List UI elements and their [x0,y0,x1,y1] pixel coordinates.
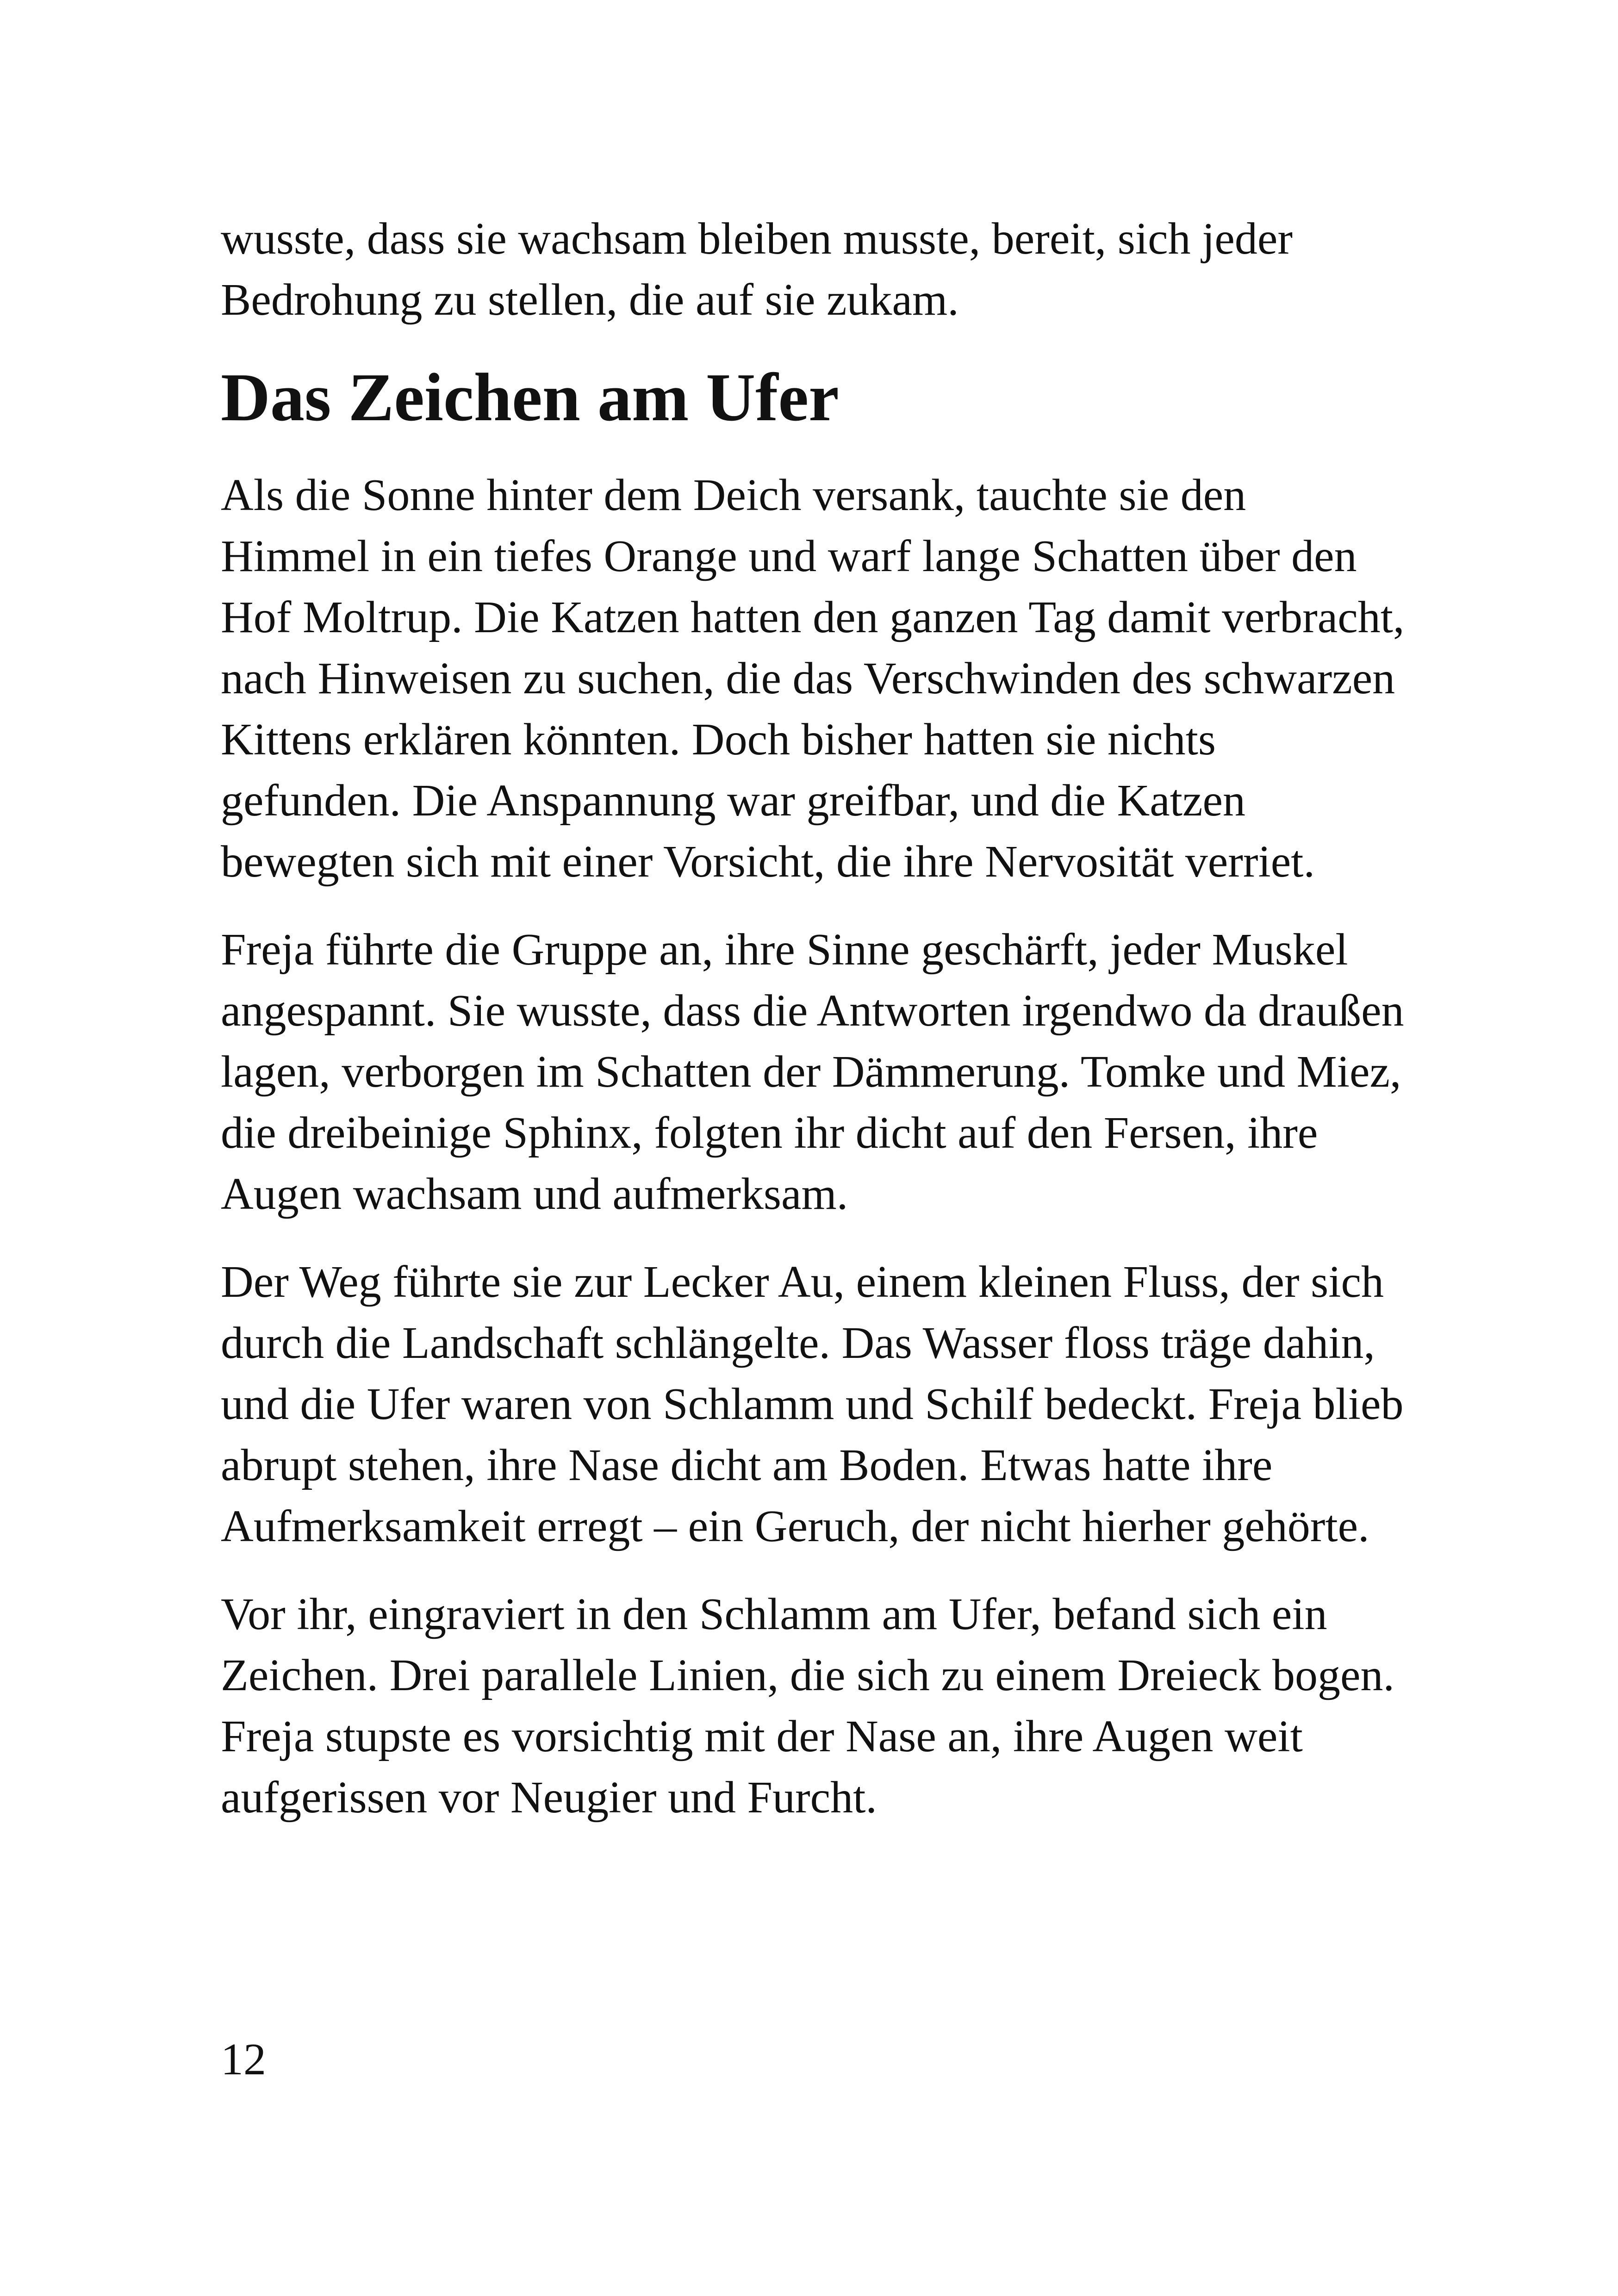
paragraph-4: Vor ihr, eingraviert in den Schlamm am Ufer, befand sich ein Zeichen. Drei parallele Linien, die sich zu einem Dreieck bogen. Freja stupste es vorsichtig mit der Nase an, ihre Augen weit aufgerissen vor Neugier und Furcht. [221,1589,1394,1823]
paragraph-3: Der Weg führte sie zur Lecker Au, einem kleinen Fluss, der sich durch die Landschaft schlängelte. Das Wasser floss träge dahin, und die Ufer waren von Schlamm und Schilf bedeckt. Freja blieb abrupt stehen, ihre Nase dicht am Boden. Etwas hatte ihre Aufmerksamkeit erregt – ein Geruch, der nicht hierher gehörte. [221,1257,1404,1551]
section-heading: Das Zeichen am Ufer [221,360,839,436]
section-text [221,465,1406,1828]
continuation-paragraph: wusste, dass sie wachsam bleiben musste, bereit, sich jeder Bedrohung zu stellen, die auf sie zukam. [221,214,1293,325]
paragraph-1: Als die Sonne hinter dem Deich versank, tauchte sie den Himmel in ein tiefes Orange und warf lange Schatten über den Hof Moltrup. Die Katzen hatten den ganzen Tag damit verbracht, nach Hinweisen zu suchen, die das Verschwinden des schwarzen Kittens erklären könnten. Doch bisher hatten sie nichts gefunden. Die Anspannung war greifbar, und die Katzen bewegten sich mit einer Vorsicht, die ihre Nervosität verriet. [221,470,1405,887]
page-body [221,208,1406,1828]
page-number: 12 [221,2035,266,2084]
paragraph-2: Freja führte die Gruppe an, ihre Sinne geschärft, jeder Muskel angespannt. Sie wusste, dass die Antworten irgendwo da draußen lagen, verborgen im Schatten der Dämmerung. Tomke und Miez, die dreibeinige Sphinx, folgten ihr dicht auf den Fersen, ihre Augen wachsam und aufmerksam. [221,925,1404,1219]
